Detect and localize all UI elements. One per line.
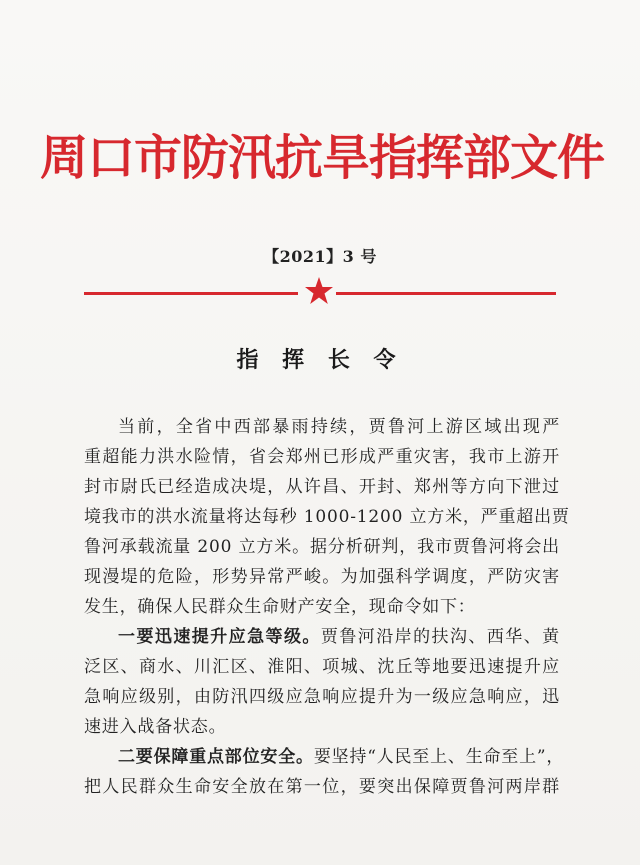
body-line: 鲁河承载流量 200 立方米。据分析研判，我市贾鲁河将会出 (84, 537, 560, 557)
body-line: 速进入战备状态。 (84, 717, 227, 737)
section-one-text: 贾鲁河沿岸的扶沟、西华、黄 (320, 627, 560, 647)
document-body (84, 412, 570, 802)
section-one-heading: 一要迅速提升应急等级。 (118, 627, 321, 647)
section-one-first-line (84, 622, 560, 652)
star-icon (304, 276, 334, 306)
section-two-text: 要坚持“人民至上、生命至上”， (313, 747, 565, 767)
body-line: 泛区、商水、川汇区、淮阳、项城、沈丘等地要迅速提升应 (84, 657, 560, 677)
body-line: 重超能力洪水险情，省会郑州已形成严重灾害，我市上游开 (84, 447, 560, 467)
document-header-title: 周口市防汛抗旱指挥部文件 (40, 130, 605, 186)
document-number: 【2021】3 号 (263, 247, 377, 266)
header-rule-left (84, 292, 298, 295)
body-line: 封市尉氏已经造成决堤，从许昌、开封、郑州等方向下泄过 (84, 477, 560, 497)
body-line: 境我市的洪水流量将达每秒 1000-1200 立方米，严重超出贾 (84, 507, 570, 527)
section-two-heading: 二要保障重点部位安全。 (118, 747, 314, 767)
body-line: 把人民群众生命安全放在第一位，要突出保障贾鲁河两岸群 (84, 777, 560, 797)
order-title: 指 挥 长 令 (236, 348, 404, 373)
body-line: 发生，确保人民群众生命财产安全，现命令如下： (84, 597, 476, 617)
body-line: 现漫堤的危险，形势异常严峻。为加强科学调度，严防灾害 (84, 567, 560, 587)
body-line: 当前，全省中西部暴雨持续，贾鲁河上游区域出现严 (118, 417, 560, 437)
section-two-first-line (84, 742, 565, 772)
body-line: 急响应级别，由防汛四级应急响应提升为一级应急响应，迅 (84, 687, 560, 707)
header-rule-right (336, 292, 556, 295)
